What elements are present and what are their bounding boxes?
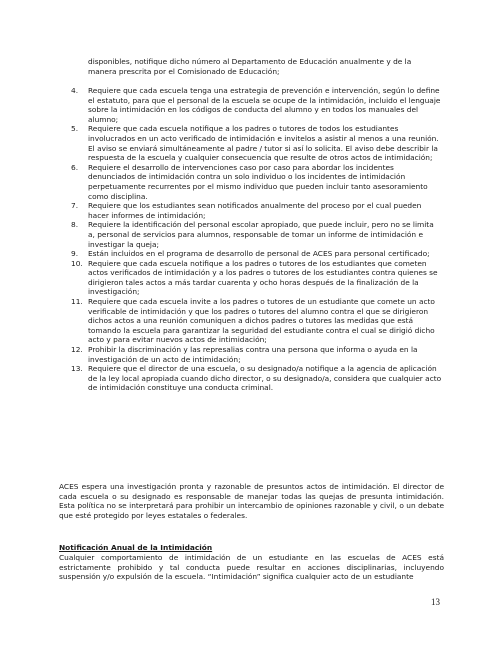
list-item (71, 86, 442, 124)
list-item-text: Prohibir la discriminación y las represalias contra una persona que informa o ayuda en la investigación de un acto de intimidación; (88, 345, 418, 364)
list-item (71, 259, 442, 297)
list-item (71, 297, 442, 345)
list-item (71, 163, 442, 201)
list-item (71, 124, 442, 162)
list-item-text: Están incluidos en el programa de desarrollo de personal de ACES para personal certificado; (88, 249, 430, 259)
list-item-number: 8. (71, 220, 79, 230)
list-item (71, 364, 442, 393)
list-item-text: Requiere que cada escuela notifique a los padres o tutores de los estudiantes que cometen actos verificados de intimidación y a los padres o tutores de los estudiantes contra quienes se dirigieron tales actos a más tardar cuarenta y ocho horas después de la finalización de la investigación; (88, 258, 438, 297)
list-continuation-text: disponibles, notifique dicho número al Departamento de Educación anualmente y de la manera prescrita por el Comisionado de Educación; (88, 57, 412, 76)
list-item-text: Requiere que cada escuela invite a los padres o tutores de un estudiante que comete un acto verificable de intimidación y que los padres o tutores del alumno contra el que se dirigieron dichos actos a una reunión comuniquen a dichos padres o tutores las medidas que está tomando la escuela para garantizar la seguridad del estudiante contra el cual se dirigió dicho acto y para evitar nuevos actos de intimidación; (88, 297, 435, 345)
requirements-list (71, 86, 442, 393)
list-item-number: 5. (71, 124, 79, 134)
list-item-number: 10. (71, 258, 83, 268)
list-item-text: Requiere que los estudiantes sean notificados anualmente del proceso por el cual pueden hacer informes de intimidación; (88, 201, 422, 220)
annual-notification-paragraph: Cualquier comportamiento de intimidación de un estudiante en las escuelas de ACES está estrictamente prohibido y tal conducta puede resultar en acciones disciplinarias, incluyendo suspensión y/o expulsión de la escuela. “Intimidación” significa cualquier acto de un estudiante (59, 553, 444, 582)
section-heading: Notificación Anual de la Intimidación (59, 543, 213, 552)
list-item (71, 345, 442, 364)
list-item-number: 9. (71, 249, 79, 259)
list-item-text: Requiere la identificación del personal escolar apropiado, que puede incluir, pero no se limita a, personal de servicios para alumnos, responsable de tomar un informe de intimidación e investigar la queja; (88, 220, 434, 249)
list-item-number: 6. (71, 162, 79, 172)
list-item (71, 249, 442, 259)
list-item-number: 12. (71, 345, 83, 355)
list-item-number: 7. (71, 201, 79, 211)
list-item-number: 11. (71, 297, 83, 307)
list-item-text: Requiere el desarrollo de intervenciones caso por caso para abordar los incidentes denunciados de intimidación contra un solo individuo o los incidentes de intimidación perpetuamente recurrentes por el mismo individuo que pueden incluir tanto asesoramiento como disciplina. (88, 162, 428, 201)
list-item (71, 201, 442, 220)
list-item-number: 4. (71, 86, 79, 95)
list-item (71, 220, 442, 249)
investigation-paragraph: ACES espera una investigación pronta y razonable de presuntos actos de intimidación. El director de cada escuela o su designado es responsable de manejar todas las quejas de presunta intimidación. Esta política no se interpretará para prohibir un intercambio de opiniones razonable y civil, o un debate que esté protegido por leyes estatales o federales. (59, 482, 444, 520)
list-item-text: Requiere que el director de una escuela, o su designado/a notifique a la agencia de aplicación de la ley local apropiada cuando dicho director, o su designado/a, considera que cualquier acto de intimidación constituye una conducta criminal. (88, 364, 442, 393)
list-item-text: Requiere que cada escuela notifique a los padres o tutores de todos los estudiantes involucrados en un acto verificado de intimidación e invitelos a asistir al menos a una reunión. El aviso se enviará simultáneamente al padre / tutor si así lo solicita. El aviso debe describir la respuesta de la escuela y cualquier consecuencia que resulte de otros actos de intimidación; (88, 124, 439, 163)
list-item-number: 13. (71, 364, 83, 374)
page-number: 13 (431, 597, 440, 607)
list-item-text: Requiere que cada escuela tenga una estrategia de prevención e intervención, según lo define el estatuto, para que el personal de la escuela se ocupe de la intimidación, incluido el lenguaje sobre la intimidación en los códigos de conducta del alumno y en todos los manuales del alumno; (88, 86, 441, 124)
